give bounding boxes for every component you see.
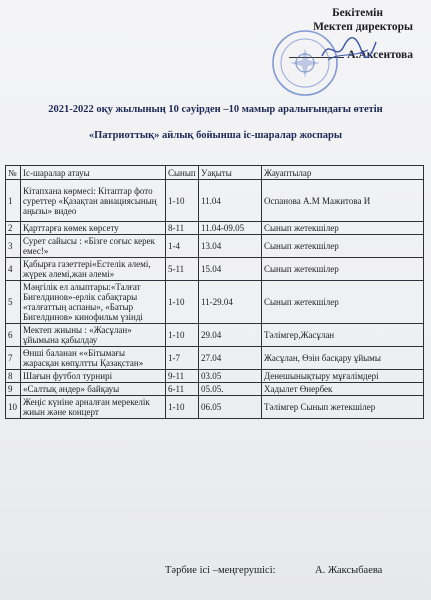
cell-number: 1 (6, 180, 21, 222)
cell-class: 9-11 (166, 370, 199, 383)
table-row (6, 222, 424, 235)
cell-date: 27.04 (199, 347, 262, 370)
cell-event: Мектеп жиыны : «Жасұлан» ұйымына қабылдау (21, 324, 166, 347)
cell-responsible: Сынып жетекшілер (262, 258, 424, 281)
table-row (6, 180, 424, 222)
cell-class: 1-7 (166, 347, 199, 370)
cell-class: 1-10 (166, 396, 199, 419)
table-row (6, 347, 424, 370)
cell-event: «Салтық әндер» байқауы (21, 383, 166, 396)
cell-date: 15.04 (199, 258, 262, 281)
cell-class: 1-4 (166, 235, 199, 258)
cell-number: 10 (6, 396, 21, 419)
table-row (6, 396, 424, 419)
cell-date: 11.04 (199, 180, 262, 222)
table-row (6, 235, 424, 258)
cell-event: Қабырға газеттері«Естелік әлемі, жүрек әлемі,жан әлемі» (21, 258, 166, 281)
cell-date: 29.04 (199, 324, 262, 347)
cell-responsible: Тәлімгер,Жасұлан (262, 324, 424, 347)
cell-class: 5-11 (166, 258, 199, 281)
title-line-1: 2021-2022 оқу жылының 10 сәуірден –10 мамыр аралығындағы өтетін (48, 104, 383, 115)
cell-responsible: Денешынықтыру мұғалімдері (262, 370, 424, 383)
cell-number: 2 (6, 222, 21, 235)
document-title (0, 102, 431, 143)
header-event: Іс-шаралар атауы (21, 166, 166, 180)
cell-event: Қарттарға көмек көрсету (21, 222, 166, 235)
approval-heading: Бекітемін (332, 7, 383, 19)
cell-class: 1-10 (166, 324, 199, 347)
cell-event: Шағын футбол турнирі (21, 370, 166, 383)
cell-responsible: Оспанова А.М Мажитова И (262, 180, 424, 222)
table-row (6, 370, 424, 383)
approval-signer-name: А.Аксеитова (347, 49, 413, 61)
cell-date: 11-29.04 (199, 281, 262, 324)
cell-number: 6 (6, 324, 21, 347)
cell-event: Жеңіс күніне арналған мерекелік жиын және концерт (21, 396, 166, 419)
cell-class: 6-11 (166, 383, 199, 396)
cell-number: 5 (6, 281, 21, 324)
footer-name: А. Жаксыбаева (315, 565, 383, 576)
approval-position: Мектеп директоры (313, 21, 413, 33)
cell-date: 05.05. (199, 383, 262, 396)
cell-number: 3 (6, 235, 21, 258)
cell-class: 8-11 (166, 222, 199, 235)
title-line-2: «Патриоттық» айлық бойынша іс-шаралар жоспары (88, 130, 343, 141)
table-row (6, 324, 424, 347)
cell-event: Өнші баланан ««Бітымағы жарасқан көпұлтты Қазақстан» (21, 347, 166, 370)
header-number: № (6, 166, 21, 180)
cell-date: 06.05 (199, 396, 262, 419)
cell-date: 03.05 (199, 370, 262, 383)
cell-class: 1-10 (166, 281, 199, 324)
table-row (6, 383, 424, 396)
cell-class: 1-10 (166, 180, 199, 222)
cell-responsible: Жасұлан, Өзін басқару ұйымы (262, 347, 424, 370)
cell-event: Кітапхана көрмесі: Кітаптар фото суреттер «Қазақтан авиациясының аңызы» видео (21, 180, 166, 222)
cell-event: Мәңгілік ел алыптары:«Талғат Бигелдинов»-ерлік сабақтары «талғаттың аспаны», «Батыр Бигелдинов» кинофильм үзінді (21, 281, 166, 324)
cell-responsible: Хадылет Өнербек (262, 383, 424, 396)
cell-date: 13.04 (199, 235, 262, 258)
footer-position: Тәрбие ісі –меңгерушісі: (165, 565, 276, 576)
events-table (5, 165, 424, 419)
signature-icon (318, 34, 378, 64)
cell-number: 7 (6, 347, 21, 370)
header-class: Сынып (166, 166, 199, 180)
cell-responsible: Сынып жетекшілер (262, 222, 424, 235)
header-responsible: Жауаптылар (262, 166, 424, 180)
cell-responsible: Сынып жетекшілер (262, 235, 424, 258)
cell-number: 4 (6, 258, 21, 281)
table-row (6, 258, 424, 281)
header-date: Уақыты (199, 166, 262, 180)
cell-number: 9 (6, 383, 21, 396)
cell-responsible: Тәлімгер Сынып жетекшілер (262, 396, 424, 419)
cell-event: Сурет сайысы : «Бізге соғыс керек емес!» (21, 235, 166, 258)
cell-date: 11.04-09.05 (199, 222, 262, 235)
table-row (6, 281, 424, 324)
table-header-row (6, 166, 424, 180)
cell-number: 8 (6, 370, 21, 383)
cell-responsible: Сынып жетекшілер (262, 281, 424, 324)
